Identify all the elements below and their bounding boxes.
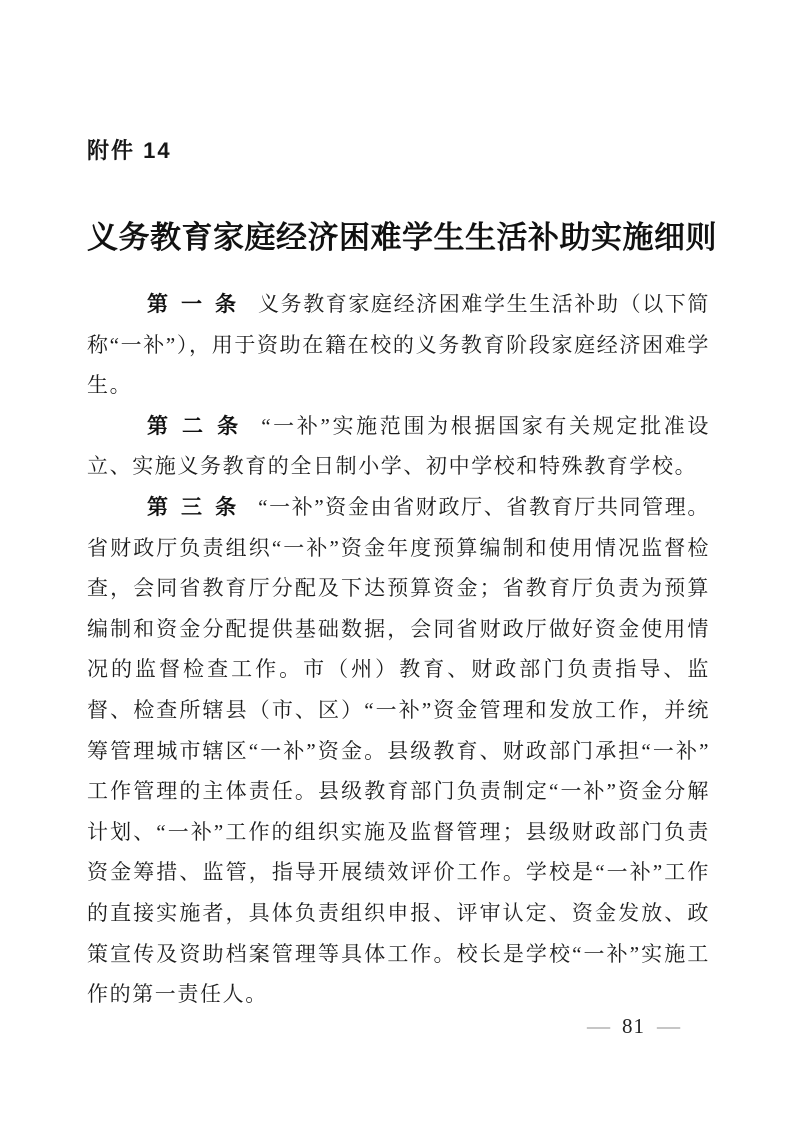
article-3-text: “一补”资金由省财政厅、省教育厅共同管理。省财政厅负责组织“一补”资金年度预算编制和使用情况监督检查，会同省教育厅分配及下达预算资金；省教育厅负责为预算编制和资金分配提供基础数据，会同省财政厅做好资金使用情况的监督检查工作。市（州）教育、财政部门负责指导、监督、检查所辖县（市、区）“一补”资金管理和发放工作，并统筹管理城市辖区“一补”资金。县级教育、财政部门承担“一补”工作管理的主体责任。县级教育部门负责制定“一补”资金分解计划、“一补”工作的组织实施及监督管理；县级财政部门负责资金筹措、监管，指导开展绩效评价工作。学校是“一补”工作的直接实施者，具体负责组织申报、评审认定、资金发放、政策宣传及资助档案管理等具体工作。校长是学校“一补”实施工作的第一责任人。 xyxy=(87,494,711,1007)
document-content xyxy=(87,0,717,1015)
article-3 xyxy=(87,487,710,1015)
article-1-text: 义务教育家庭经济困难学生生活补助（以下简称“一补”），用于资助在籍在校的义务教育阶段家庭经济困难学生。 xyxy=(87,292,710,398)
article-3-label: 第三条 xyxy=(147,494,250,519)
page-footer xyxy=(588,1014,679,1038)
article-2-label: 第二条 xyxy=(147,413,253,438)
article-1 xyxy=(87,284,710,406)
article-1-label: 第一条 xyxy=(147,292,249,316)
footer-left-dash: — xyxy=(586,1014,611,1038)
page-number: 81 xyxy=(622,1014,645,1038)
article-2-text: “一补”实施范围为根据国家有关规定批准设立、实施义务教育的全日制小学、初中学校和特殊教育学校。 xyxy=(87,413,711,479)
attachment-label: 附件 14 xyxy=(87,138,172,163)
document-body xyxy=(87,284,710,1015)
page-title: 义务教育家庭经济困难学生生活补助实施细则 xyxy=(87,220,717,255)
footer-right-dash: — xyxy=(656,1014,681,1038)
article-2 xyxy=(87,406,710,487)
